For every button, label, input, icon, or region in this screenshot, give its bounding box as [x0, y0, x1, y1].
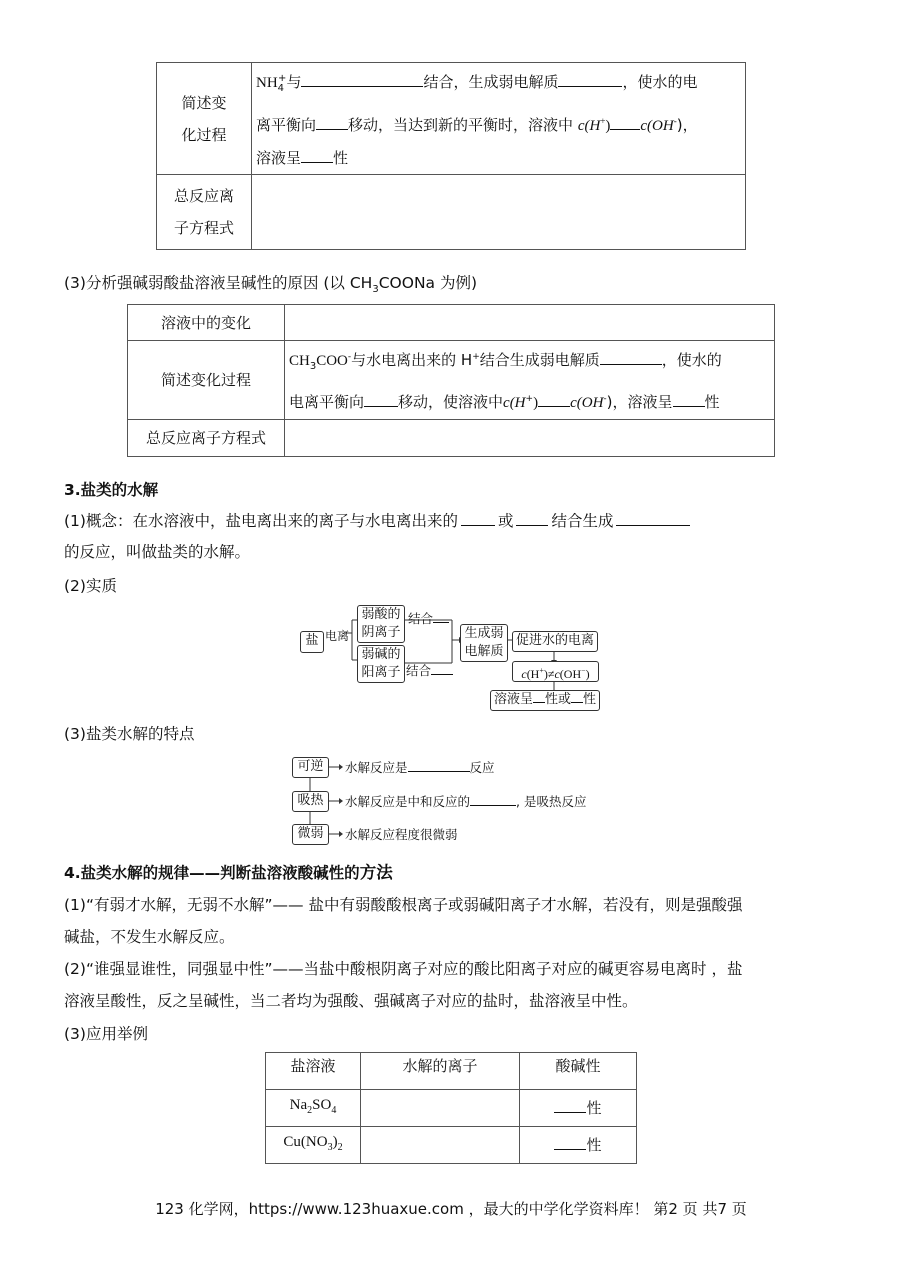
promote-ionization-box: 促进水的电离 [512, 631, 598, 652]
text: 阴离子 [361, 625, 401, 640]
text: 4.盐类水解的规律——判断盐溶液酸碱性的 [64, 864, 360, 882]
text: 溶液呈 [256, 149, 302, 167]
sub: 3 [372, 284, 379, 296]
sup: + [278, 73, 287, 84]
text: c [521, 667, 527, 681]
text: 电离平衡向 [289, 393, 365, 411]
label-part: 子方程式 [173, 219, 234, 237]
header-acidity: 酸碱性 [520, 1053, 637, 1090]
text: Na [289, 1097, 308, 1113]
sup: + [539, 666, 544, 675]
text: )， [676, 116, 698, 134]
label-part: 总反应离 [173, 187, 234, 205]
text: 方法 [359, 863, 393, 882]
text: c [554, 667, 560, 681]
salt-na2so4 [266, 1090, 361, 1127]
text: ，使水的电 [622, 73, 698, 91]
text: 溶液呈 [493, 692, 533, 707]
reversible-box: 可逆 [292, 757, 329, 778]
text: 性 [704, 393, 720, 411]
salt-box: 盐 [300, 631, 324, 653]
label-part: 化过程 [181, 125, 227, 144]
section-3-title: 3.盐类的水解 [64, 481, 159, 499]
text: 弱酸的 [361, 607, 401, 622]
text: 性 [586, 1099, 602, 1117]
text: 溶液中的变化 [160, 313, 251, 332]
rule-1-line-2: 碱盐，不发生水解反应。 [64, 928, 235, 946]
text: 结合，生成弱电解质 [423, 73, 559, 91]
text: COO [316, 353, 348, 369]
blank[interactable] [408, 761, 470, 772]
sup: - [347, 352, 352, 362]
text: CH [289, 353, 310, 369]
acidity-cell [520, 1127, 637, 1164]
text: ) [585, 667, 590, 681]
text: ，使水的 [661, 351, 722, 369]
weak-text: 水解反应程度很微弱 [345, 827, 458, 842]
text: 水解反应是中和反应的 [345, 794, 471, 809]
text: 反应 [469, 760, 495, 775]
text: ) [533, 395, 539, 411]
examples-heading: (3)应用举例 [64, 1025, 148, 1043]
text: 水解反应是 [345, 760, 408, 775]
sub: 3 [327, 1142, 333, 1153]
text: (H [526, 667, 540, 681]
blank[interactable] [554, 1098, 586, 1113]
sup: + [472, 352, 480, 362]
text: 阳离子 [361, 665, 401, 680]
text: 弱碱的 [361, 647, 401, 662]
rule-1-line-1: (1)“有弱才水解，无弱不水解”—— 盐中有弱酸酸根离子或弱碱阳离子才水解，若没有，则是强酸强 [64, 896, 743, 914]
section-4-title [64, 859, 393, 883]
text: 或 [497, 512, 514, 530]
text: COONa 为例) [378, 274, 478, 292]
header-salt: 盐溶液 [266, 1053, 361, 1090]
blank[interactable] [470, 795, 516, 806]
text: 结合生成弱电解质 [479, 351, 600, 369]
text: )≠ [543, 667, 555, 681]
sup: - [603, 394, 607, 404]
rule-2-line-2: 溶液呈酸性，反之呈碱性，当二者均为强酸、强碱离子对应的盐时，盐溶液呈中性。 [64, 992, 638, 1010]
text: 移动，当达到新的平衡时，溶液中 [348, 116, 574, 134]
text: 生成弱 [464, 626, 504, 641]
sub: 2 [307, 1105, 313, 1116]
text: 移动，使溶液中 [398, 393, 504, 411]
acidity-cell [520, 1090, 637, 1127]
conc-oh: c(OH [640, 118, 674, 134]
text: 电解质 [464, 644, 504, 659]
text: , 是吸热反应 [516, 794, 587, 809]
conc-oh: c(OH [570, 395, 604, 411]
endothermic-box: 吸热 [292, 791, 329, 812]
sup: − [581, 666, 586, 675]
weak-box: 微弱 [292, 824, 329, 845]
text: Cu(NO [283, 1134, 328, 1150]
text: ) [605, 118, 611, 134]
text: 性或 [544, 692, 571, 707]
text: ) [332, 1134, 338, 1150]
sub: 2 [337, 1142, 343, 1153]
text: 总反应离子方程式 [145, 429, 266, 447]
text: 与 [286, 73, 302, 91]
sup: + [600, 116, 606, 126]
page-footer: 123 化学网，https://www.123huaxue.com ，最大的中学化学资料库！ 第2 页 共7 页 [155, 1200, 747, 1218]
ion-cell[interactable] [361, 1127, 520, 1164]
sub: 4 [331, 1105, 337, 1116]
text: 与水电离出来的 H [351, 351, 473, 369]
header-ion: 水解的离子 [361, 1053, 520, 1090]
sup: - [673, 116, 677, 126]
text: )，溶液呈 [606, 393, 673, 411]
ammonium-formula: NH [256, 75, 278, 91]
text: SO [312, 1097, 332, 1113]
text: 性 [333, 149, 349, 167]
text: (1)概念：在水溶液中，盐电离出来的离子与水电离出来的 [64, 512, 458, 530]
sub: 3 [309, 361, 317, 372]
sub: 4 [277, 83, 285, 94]
rule-2-line-1: (2)“谁强显谁性，同强显中性”——当盐中酸根阴离子对应的酸比阳离子对应的碱更容易电离时 ，盐 [64, 960, 743, 978]
text: 性 [583, 692, 597, 707]
essence-heading: (2)实质 [64, 577, 117, 595]
text: (3)分析强碱弱酸盐溶液呈碱性的原因 (以 CH [64, 274, 373, 292]
salt-examples-table [265, 1052, 637, 1164]
sup: + [525, 394, 534, 404]
blank[interactable] [554, 1135, 586, 1150]
ionize-label: 电离 [325, 629, 350, 643]
conc-h: c(H [503, 395, 526, 411]
ion-cell[interactable] [361, 1090, 520, 1127]
text: (OH [559, 667, 582, 681]
text: 离平衡向 [256, 116, 317, 134]
features-heading: (3)盐类水解的特点 [64, 725, 195, 743]
text: 结合 [408, 611, 434, 626]
text: 性 [586, 1136, 602, 1154]
text: 结合生成 [551, 512, 614, 530]
label-part: 简述变 [181, 93, 227, 112]
reversible-text [345, 758, 495, 776]
text: 结合 [406, 663, 432, 678]
salt-cuno32 [266, 1127, 361, 1164]
text: 简述变化过程 [160, 371, 251, 389]
endothermic-text [345, 792, 586, 810]
conc-h: c(H [577, 118, 601, 134]
concept-paragraph-cont: 的反应，叫做盐类的水解。 [64, 543, 251, 561]
